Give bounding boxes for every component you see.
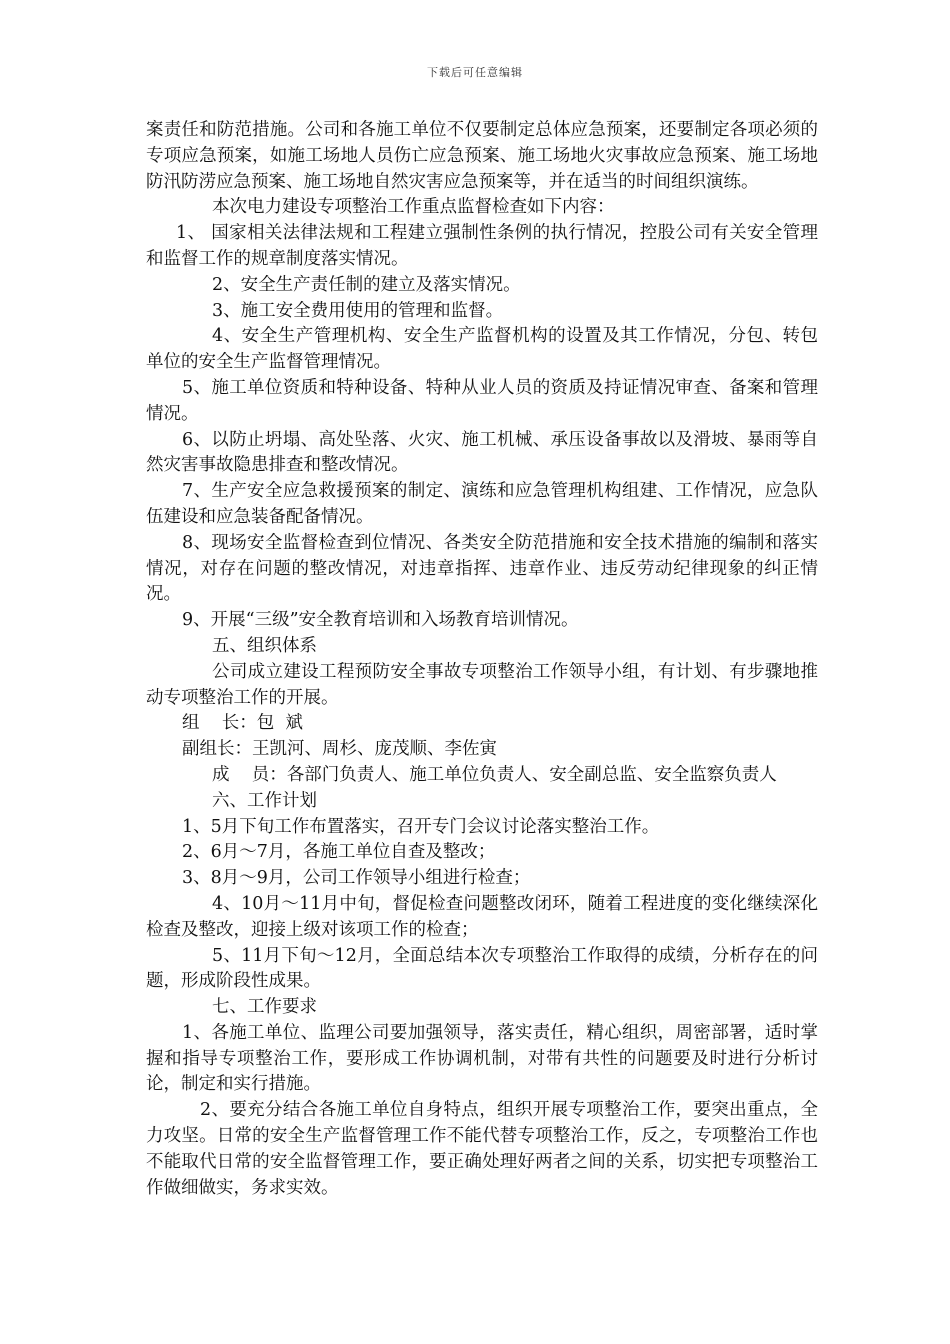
paragraph-5: 3、施工安全费用使用的管理和监督。	[212, 300, 504, 321]
paragraph-3: 1、 国家相关法律法规和工程建立强制性条例的执行情况，控股公司有关安全管理和监督工作的规章制度落实情况。	[146, 223, 818, 269]
paragraph-18: 1、5月下旬工作布置落实，召开专门会议讨论落实整治工作。	[182, 816, 660, 837]
paragraph-9: 7、生产安全应急救援预案的制定、演练和应急管理机构组建、工作情况，应急队伍建设和应急装备配备情况。	[146, 481, 818, 527]
paragraph-4: 2、安全生产责任制的建立及落实情况。	[212, 274, 521, 295]
section-heading-work-plan: 六、工作计划	[212, 790, 317, 811]
paragraph-6: 4、安全生产管理机构、安全生产监督机构的设置及其工作情况，分包、转包单位的安全生产监督管理情况。	[146, 326, 818, 373]
document-body	[146, 118, 818, 1201]
paragraph-25: 2、要充分结合各施工单位自身特点，组织开展专项整治工作，要突出重点，全力攻坚。日常的安全生产监督管理工作不能代替专项整治工作，反之，专项整治工作也不能取代日常的安全监督管理工作，要正确处理好两者之间的关系，切实把专项整治工作做细做实，务求实效。	[146, 1100, 818, 1198]
paragraph-20: 3、8月～9月，公司工作领导小组进行检查；	[182, 868, 531, 889]
paragraph-1: 案责任和防范措施。公司和各施工单位不仅要制定总体应急预案，还要制定各项必须的专项应急预案，如施工场地人员伤亡应急预案、施工场地火灾事故应急预案、施工场地防汛防涝应急预案、施工场地自然灾害应急预案等，并在适当的时间组织演练。	[146, 120, 818, 192]
members-line: 成 员：各部门负责人、施工单位负责人、安全副总监、安全监察负责人	[212, 764, 777, 785]
paragraph-7: 5、施工单位资质和特种设备、特种从业人员的资质及持证情况审查、备案和管理情况。	[146, 377, 818, 424]
paragraph-8: 6、以防止坍塌、高处坠落、火灾、施工机械、承压设备事故以及滑坡、暴雨等自然灾害事故隐患排查和整改情况。	[146, 429, 818, 476]
paragraph-19: 2、6月～7月，各施工单位自查及整改；	[182, 842, 496, 863]
paragraph-22: 5、11月下旬～12月，全面总结本次专项整治工作取得的成绩，分析存在的问题，形成阶段性成果。	[146, 945, 818, 992]
paragraph-10: 8、现场安全监督检查到位情况、各类安全防范措施和安全技术措施的编制和落实情况，对存在问题的整改情况，对违章指挥、违章作业、违反劳动纪律现象的纠正情况。	[146, 532, 818, 605]
paragraph-13: 公司成立建设工程预防安全事故专项整治工作领导小组，有计划、有步骤地推动专项整治工作的开展。	[146, 661, 818, 708]
paragraph-21: 4、10月～11月中旬，督促检查问题整改闭环，随着工程进度的变化继续深化检查及整改，迎接上级对该项工作的检查；	[146, 893, 818, 940]
paragraph-24: 1、各施工单位、监理公司要加强领导，落实责任，精心组织，周密部署，适时掌握和指导专项整治工作，要形成工作协调机制，对带有共性的问题要及时进行分析讨论，制定和实行措施。	[146, 1022, 818, 1095]
group-leader-line: 组 长：包 斌	[182, 713, 303, 734]
paragraph-11: 9、开展“三级”安全教育培训和入场教育培训情况。	[182, 610, 579, 631]
page-header: 下载后可任意编辑	[427, 66, 523, 79]
paragraph-2: 本次电力建设专项整治工作重点监督检查如下内容：	[212, 197, 615, 218]
section-heading-organization: 五、组织体系	[212, 635, 317, 656]
deputy-leader-line: 副组长：王凯河、周杉、庞茂顺、李佐寅	[182, 739, 497, 760]
section-heading-requirements: 七、工作要求	[212, 997, 317, 1018]
